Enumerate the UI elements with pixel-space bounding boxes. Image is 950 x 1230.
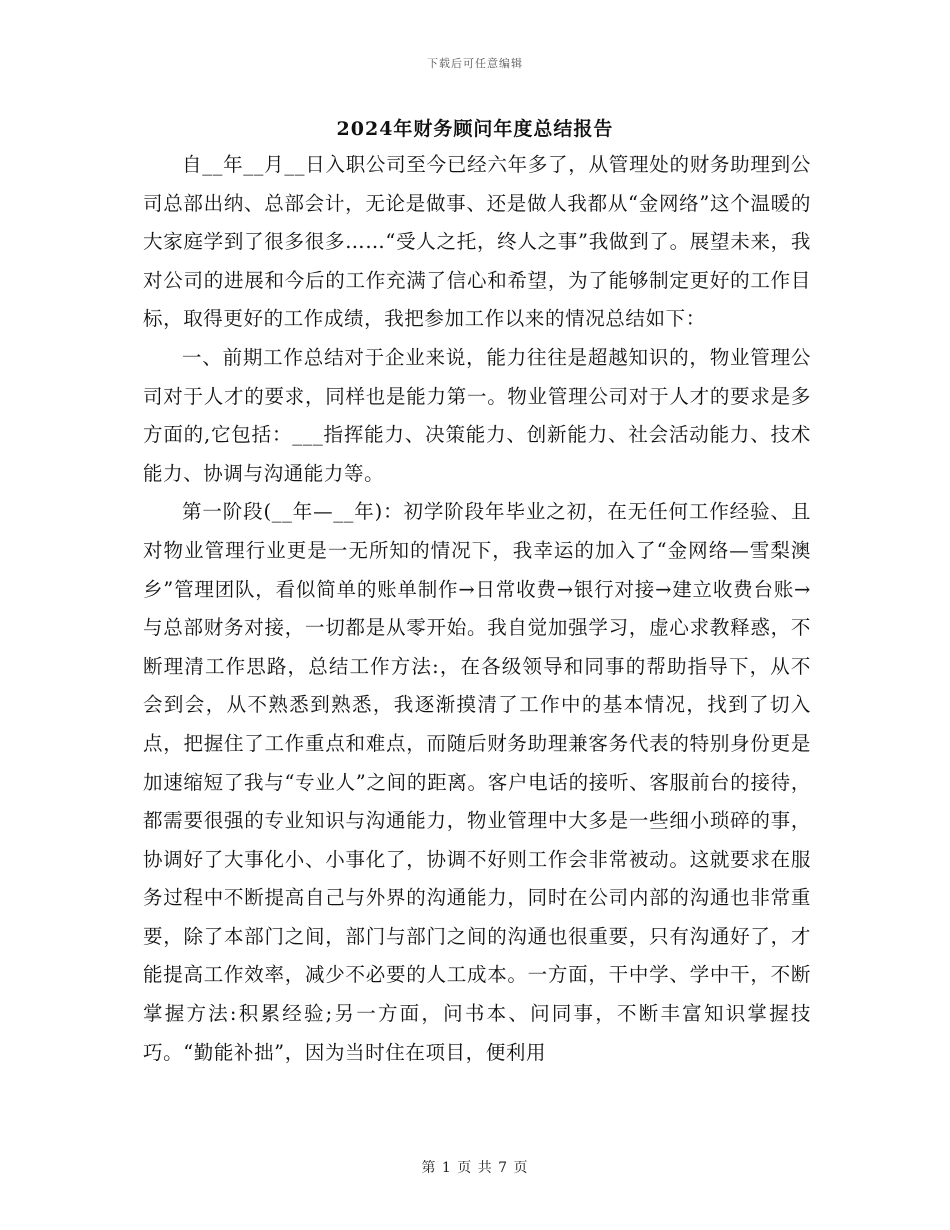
paragraph-intro: 自__年__月__日入职公司至今已经六年多了，从管理处的财务助理到公司总部出纳、总部会计，无论是做事、还是做人我都从“金网络”这个温暖的大家庭学到了很多很多……“受人之托，终人之事”我做到了。展望未来，我对公司的进展和今后的工作充满了信心和希望，为了能够制定更好的工作目标，取得更好的工作成绩，我把参加工作以来的情况总结如下： — [143, 153, 811, 331]
document-body — [143, 146, 811, 1072]
page-footer-page-number: 第 1 页 共 7 页 — [421, 1160, 529, 1176]
page-header-note: 下载后可任意编辑 — [427, 57, 523, 70]
paragraph-section-one: 一、前期工作总结对于企业来说，能力往往是超越知识的，物业管理公司对于人才的要求，同样也是能力第一。物业管理公司对于人才的要求是多方面的,它包括：___指挥能力、决策能力、创新能力、社会活动能力、技术能力、协调与沟通能力等。 — [143, 345, 811, 485]
document-title: 2024年财务顾问年度总结报告 — [336, 118, 614, 140]
paragraph-stage-one: 第一阶段(__年—__年)：初学阶段年毕业之初，在无任何工作经验、且对物业管理行业更是一无所知的情况下，我幸运的加入了“金网络—雪梨澳乡”管理团队，看似简单的账单制作→日常收费→银行对接→建立收费台账→与总部财务对接，一切都是从零开始。我自觉加强学习，虚心求教释惑，不断理清工作思路，总结工作方法:，在各级领导和同事的帮助指导下，从不会到会，从不熟悉到熟悉，我逐渐摸清了工作中的基本情况，找到了切入点，把握住了工作重点和难点，而随后财务助理兼客务代表的特别身份更是加速缩短了我与“专业人”之间的距离。客户电话的接听、客服前台的接待，都需要很强的专业知识与沟通能力，物业管理中大多是一些细小琐碎的事，协调好了大事化小、小事化了，协调不好则工作会非常被动。这就要求在服务过程中不断提高自己与外界的沟通能力，同时在公司内部的沟通也非常重要，除了本部门之间，部门与部门之间的沟通也很重要，只有沟通好了，才能提高工作效率，减少不必要的人工成本。一方面，干中学、学中干，不断掌握方法:积累经验;另一方面，问书本、问同事，不断丰富知识掌握技巧。“勤能补拙”，因为当时住在项目，便利用 — [143, 500, 811, 1064]
